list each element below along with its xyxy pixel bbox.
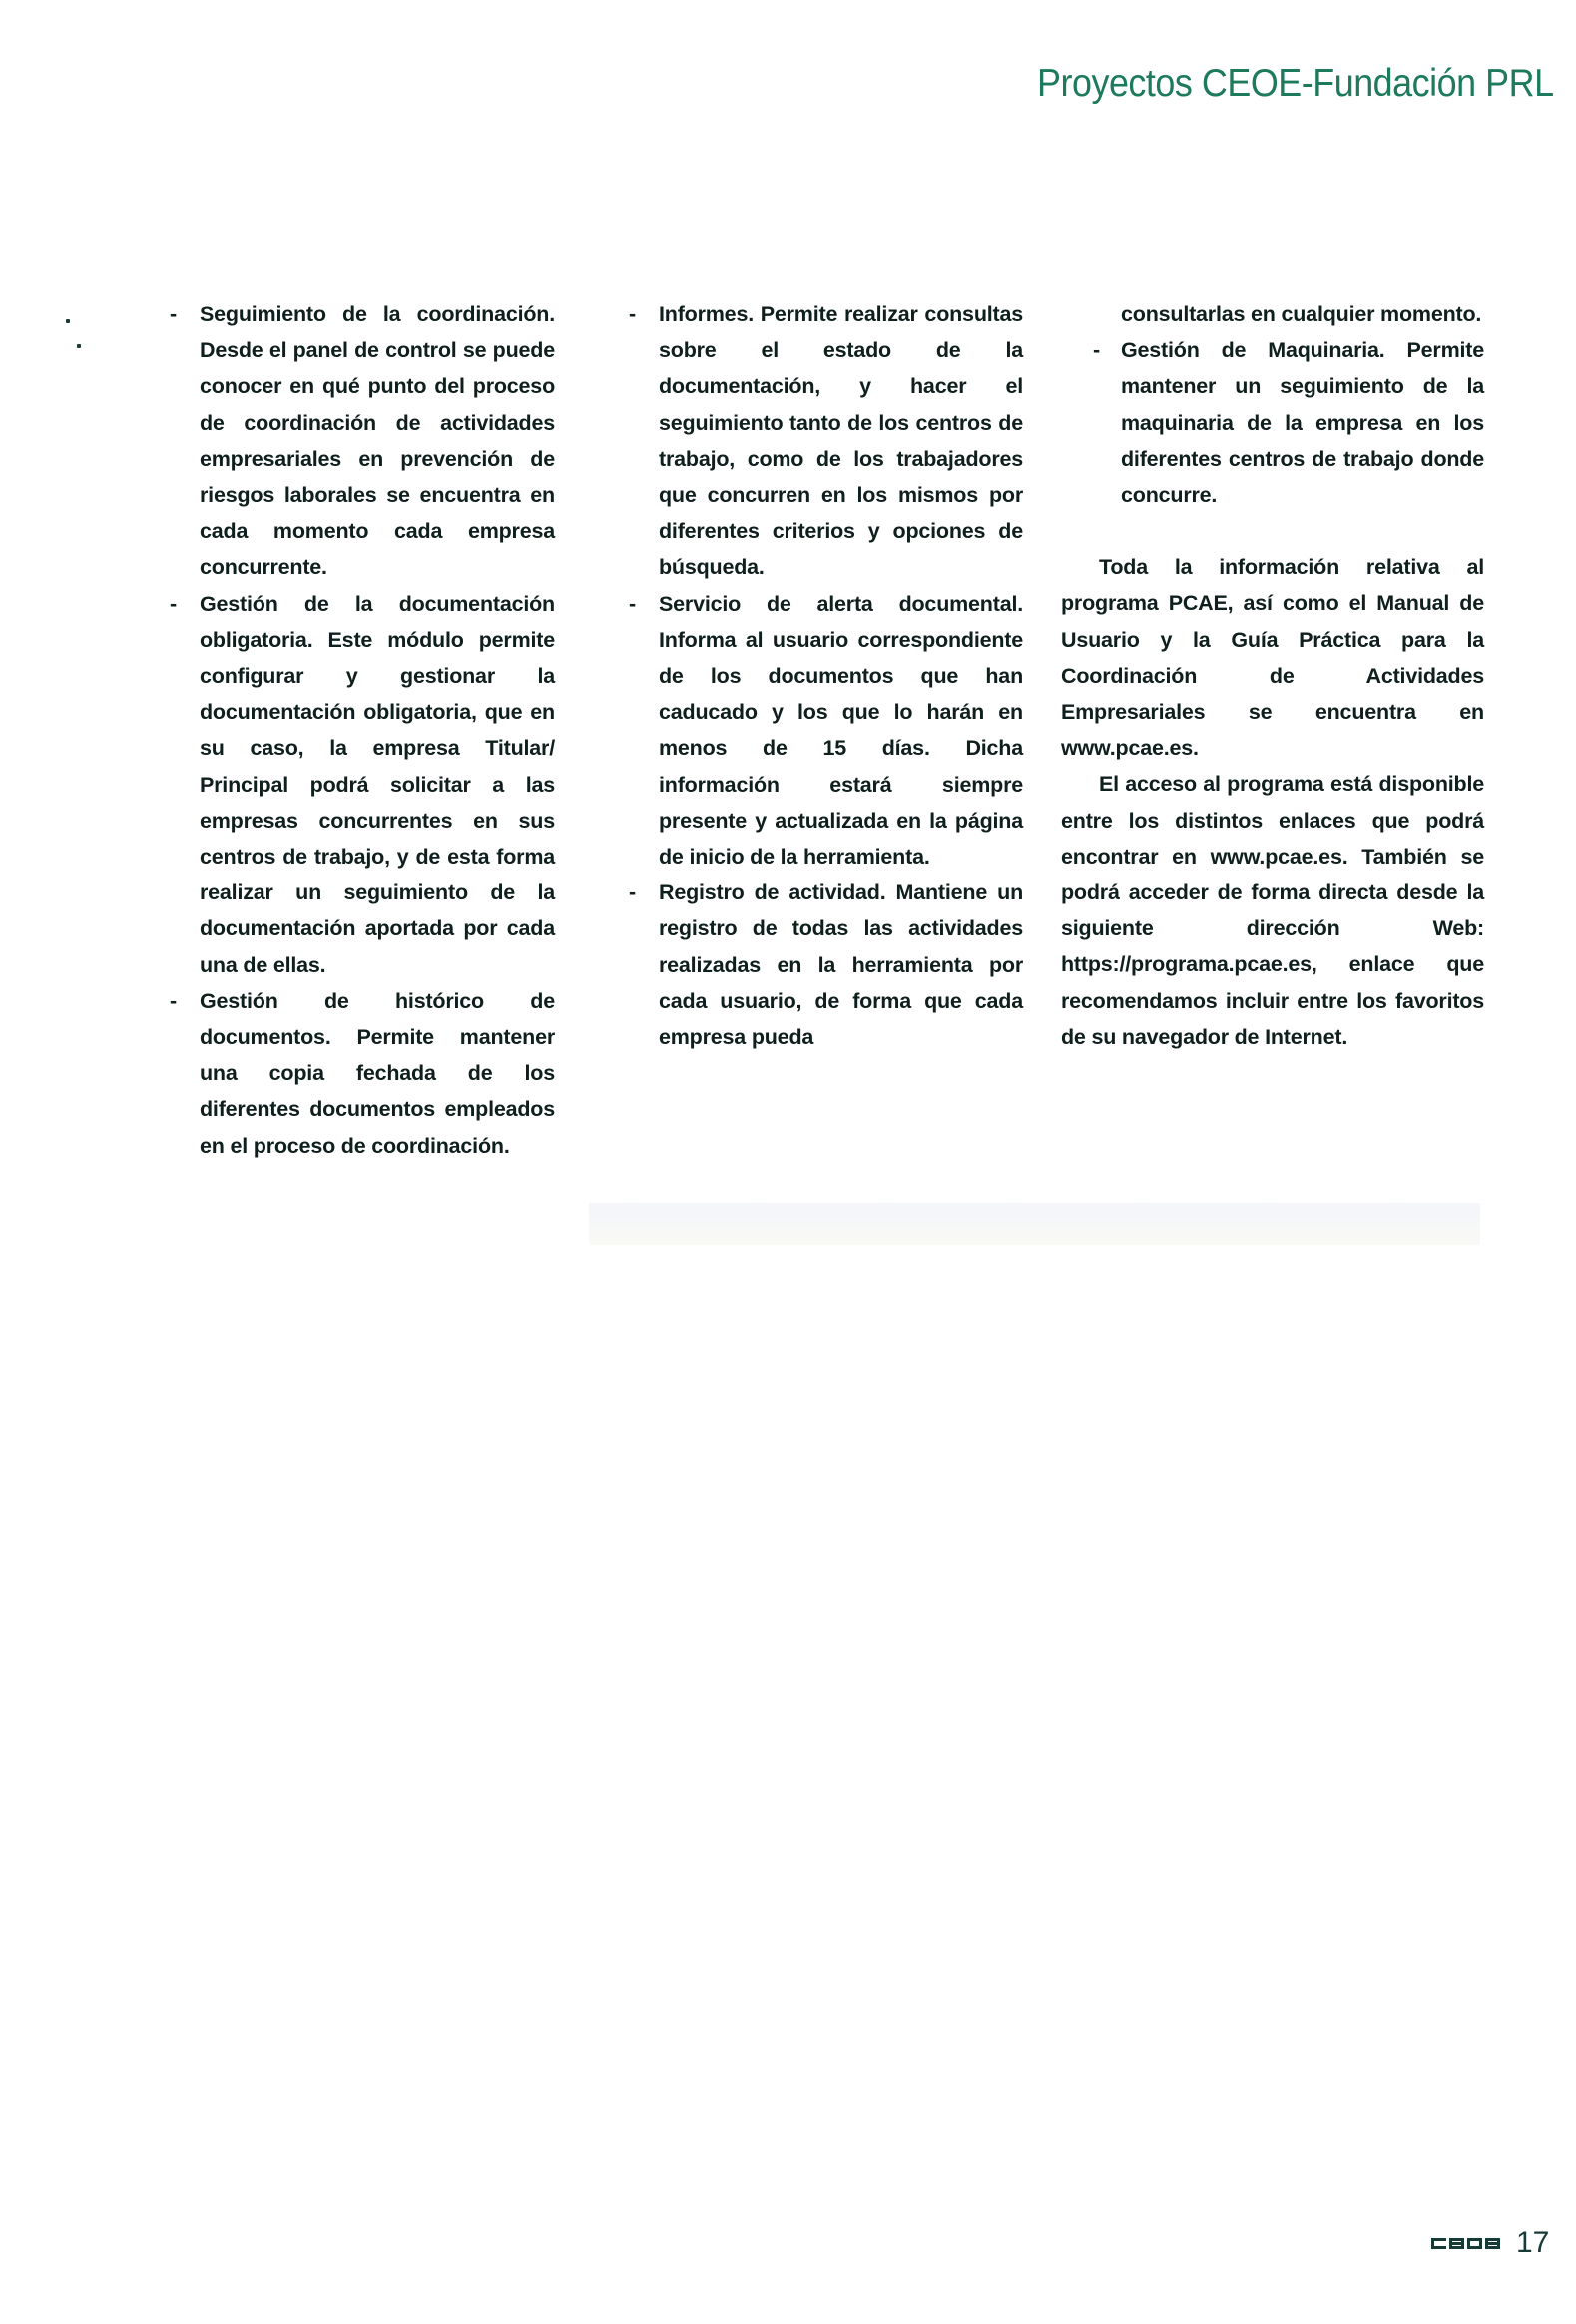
list-item-text: Seguimiento de la coordinación. Desde el panel de control se puede conocer en qué punto del proceso de coordinación de actividades empresariales en prevención de riesgos laborales se encuentra en cada momento cada empresa concurrente.: [200, 302, 555, 580]
list-item-text: Gestión de Maquinaria. Permite mantener un seguimiento de la maquinaria de la empresa en los diferentes centros de trabajo donde concurre.: [1121, 338, 1484, 508]
logo-letter-c: [1431, 2238, 1446, 2249]
logo-letter-e: [1485, 2238, 1500, 2249]
ceoe-logo: [1431, 2238, 1500, 2249]
list-dash: -: [170, 988, 177, 1013]
list-item-continuation: consultarlas en cualquier momento.: [1121, 302, 1482, 326]
list-item-text: Informes. Permite realizar consultas sobre el estado de la documentación, y hacer el seguimiento tanto de los centros de trabajo, como de los trabajadores que concurren en los mismos por diferentes criterios y opciones de búsqueda.: [659, 302, 1023, 580]
list-item: [1061, 332, 1484, 513]
list-dash: -: [629, 880, 636, 905]
list-item-text: Gestión de la documentación obligatoria. Este módulo permite configurar y gestionar la documentación obligatoria, que en su caso, la empresa Titular/ Principal podrá solicitar a las empresas concurrentes en sus centros de trabajo, y de esta forma realizar un seguimiento de la documentación aportada por cada una de ellas.: [200, 591, 555, 977]
list-dash: -: [1093, 338, 1100, 363]
list-dash: -: [629, 302, 636, 326]
logo-letter-o: [1467, 2238, 1482, 2249]
column-middle: [629, 296, 1023, 1055]
list-item: [629, 874, 1023, 1055]
list-dash: -: [170, 591, 177, 616]
list-item-text: Gestión de histórico de documentos. Permite mantener una copia fechada de los diferentes documentos empleados en el proceso de coordinación.: [200, 988, 555, 1158]
list-item: [629, 586, 1023, 875]
scan-speck: [66, 319, 70, 323]
body-paragraph: El acceso al programa está disponible entre los distintos enlaces que podrá encontrar en www.pcae.es. También se podrá acceder de forma directa desde la siguiente dirección Web: https://programa.pcae.es, enlace que recomendamos incluir entre los favoritos de su navegador de Internet.: [1061, 772, 1484, 1049]
list-item-text: Registro de actividad. Mantiene un registro de todas las actividades realizadas en la herramienta por cada usuario, de forma que cada empresa pueda: [659, 880, 1023, 1050]
scan-speck: [77, 344, 81, 348]
list-item-text: Servicio de alerta documental. Informa al usuario correspondiente de los documentos que han caducado y los que lo harán en menos de 15 días. Dicha información estará siempre presente y actualizada en la página de inicio de la herramienta.: [659, 591, 1023, 870]
page-footer: [1431, 2226, 1549, 2260]
paragraph-spacer: [1061, 513, 1484, 549]
list-dash: -: [170, 302, 177, 326]
running-header-title: Proyectos CEOE-Fundación PRL: [1037, 62, 1554, 105]
page-number: 17: [1516, 2226, 1550, 2259]
list-item: [170, 983, 555, 1164]
list-item: [170, 296, 555, 586]
column-right: [1061, 296, 1484, 1055]
list-item: [170, 586, 555, 983]
scan-bleed-through: [589, 1203, 1480, 1245]
logo-letter-e: [1449, 2238, 1464, 2249]
body-paragraph: Toda la información relativa al programa PCAE, así como el Manual de Usuario y la Guía Práctica para la Coordinación de Actividades Empresariales se encuentra en www.pcae.es.: [1061, 555, 1484, 761]
list-dash: -: [629, 591, 636, 616]
column-left: [170, 296, 555, 1164]
list-item: [629, 296, 1023, 586]
